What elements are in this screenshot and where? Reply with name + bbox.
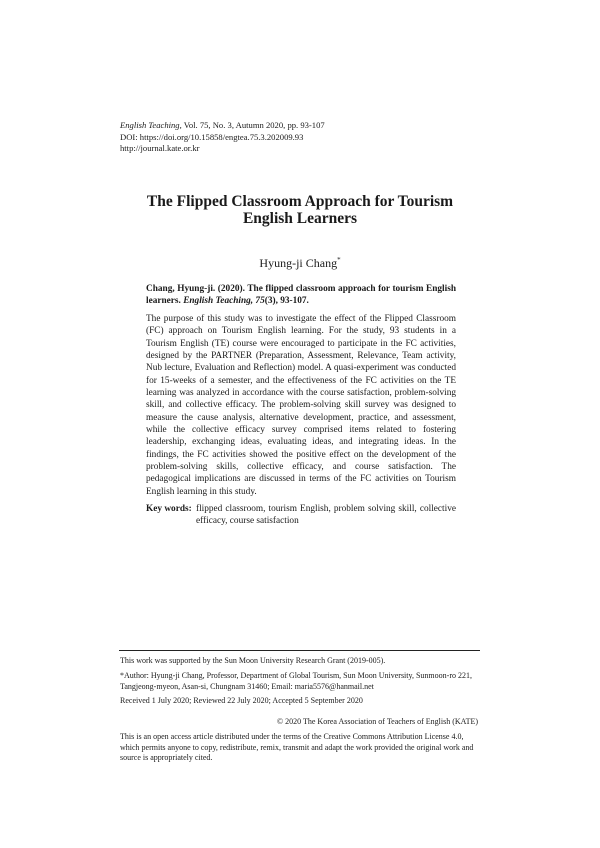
keywords-block (146, 503, 456, 528)
journal-header (120, 120, 325, 155)
author-footnote-mark: * (337, 256, 341, 264)
author-note: *Author: Hyung-ji Chang, Professor, Department of Global Tourism, Sun Moon University, Sunmoon-ro 221, Tangjeong-myeon, Asan-si, Chungnam 31460; Email: maria5576@hanmail.net (120, 671, 472, 691)
citation-text: Chang, Hyung-ji. (2020). The flipped classroom approach for tourism English learners. (146, 284, 456, 307)
keywords-label: Key words: (146, 504, 192, 514)
paper-title-line-1: The Flipped Classroom Approach for Tourism (146, 193, 454, 210)
license-notice: This is an open access article distributed under the terms of the Creative Commons Attribution License 4.0, which permits anyone to copy, redistribute, remix, transmit and adapt the work provided the original work and source is appropriately cited. (120, 732, 474, 763)
journal-name: English Teaching (120, 120, 180, 130)
citation-block (146, 283, 456, 308)
paper-title-line-2: English Learners (242, 210, 358, 227)
journal-issue-info: , Vol. 75, No. 3, Autumn 2020, pp. 93-107 (179, 120, 325, 130)
journal-url-link[interactable]: http://journal.kate.or.kr (120, 143, 200, 154)
abstract-text: The purpose of this study was to investigate the effect of the Flipped Classroom (FC) approach on Tourism English learning. For the study, 93 students in a Tourism English (TE) course were encouraged to participate in the FC activities, designed by the PARTNER (Preparation, Assessment, Relevance, Team activity, Nub lecture, Evaluation and Reflection) model. A quasi-experiment was conducted for 15-weeks of a semester, and the effectiveness of the FC activities on the TE learning was analyzed in accordance with the course satisfaction, problem-solving skill, and collective efficacy. The problem-solving skill survey was designed to measure the cause analysis, alternative development, practice, and assessment, while the collective efficacy survey comprised items related to fostering leadership, exchanging ideas, evaluating ideas, and integrating ideas. In the findings, the FC activities showed the positive effect on the development of the problem-solving skills, collective efficacy, and course satisfaction. The pedagogical implications are discussed in terms of the FC activities on Tourism English learning in this study. (146, 314, 456, 497)
journal-citation-line (120, 120, 325, 132)
copyright-notice: © 2020 The Korea Association of Teachers of English (KATE) (277, 717, 478, 726)
paper-title (100, 193, 500, 227)
citation-pages: (3), 93-107. (264, 296, 309, 307)
footnote-divider (119, 650, 480, 651)
doi-link[interactable]: DOI: https://doi.org/10.15858/engtea.75.3.202009.93 (120, 131, 304, 142)
citation-journal: English Teaching, 75 (183, 296, 265, 307)
author-byline (100, 256, 500, 271)
received-dates: Received 1 July 2020; Reviewed 22 July 2020; Accepted 5 September 2020 (120, 696, 363, 705)
author-name: Hyung-ji Chang (259, 256, 338, 270)
funding-note: This work was supported by the Sun Moon University Research Grant (2019-005). (120, 656, 386, 665)
keywords-list: flipped classroom, tourism English, problem solving skill, collective efficacy, course satisfaction (196, 504, 456, 527)
